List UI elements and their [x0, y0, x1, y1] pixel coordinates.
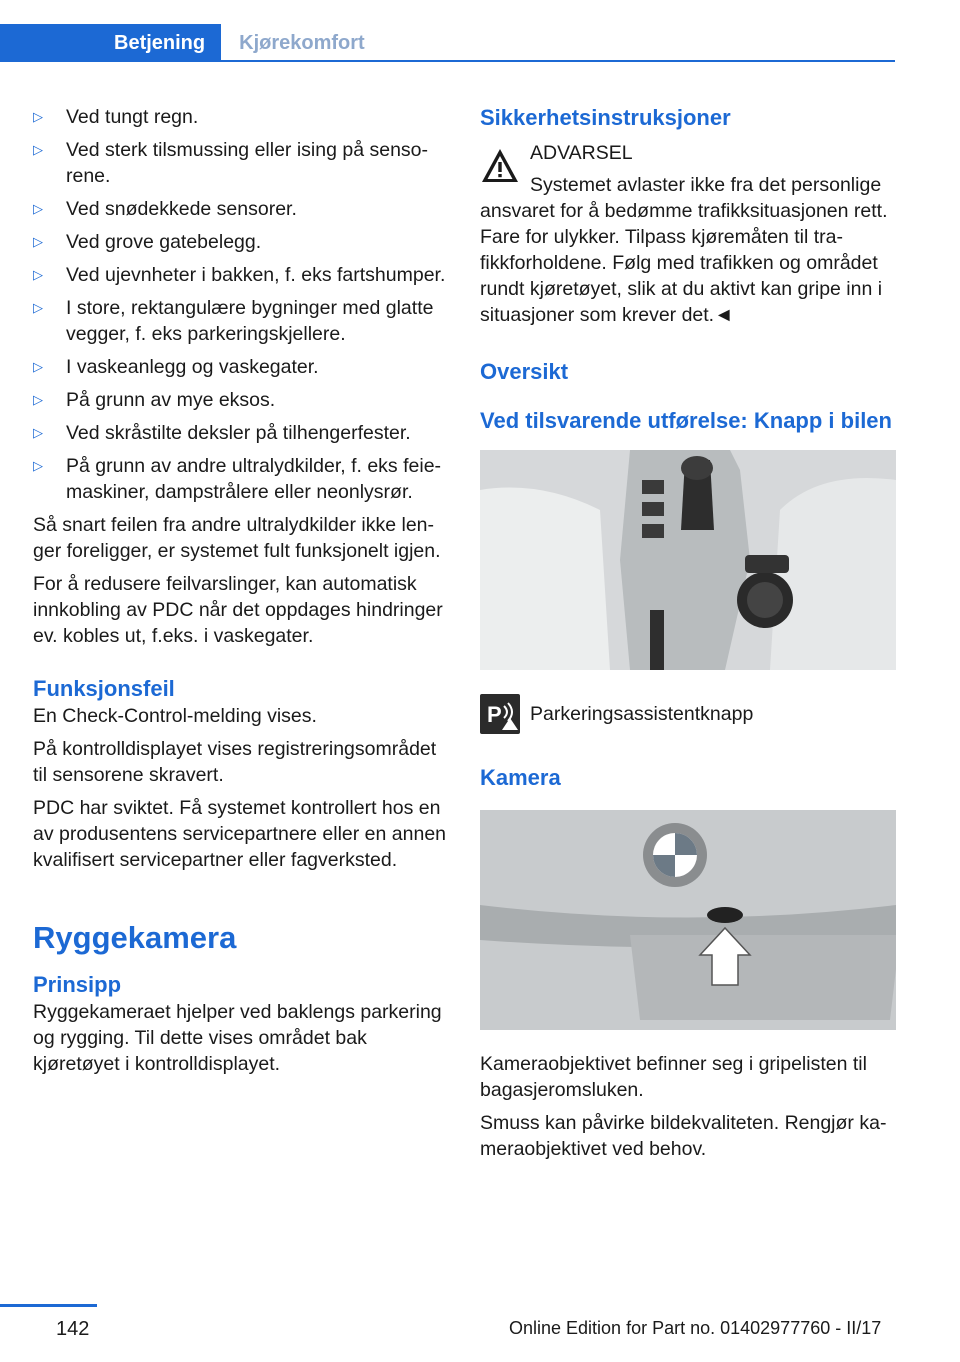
warning-first-line: Systemet avlaster ikke fra det personlige — [530, 174, 882, 196]
paragraph-camera-cleaning: Smuss kan påvirke bildekvaliteten. Rengjør kameraobjektivet ved behov. — [480, 1112, 887, 1160]
paragraph-check-control: En Check-Control-melding vises. — [33, 705, 317, 727]
warning-title: ADVARSEL — [530, 142, 633, 164]
warning-head — [530, 140, 881, 198]
paragraph-camera-location: Kameraobjektivet befinner seg i gripelisten til bagasjeromsluken. — [480, 1053, 867, 1101]
parking-assist-button-icon — [480, 694, 520, 734]
list-item: ▷ Ved tungt regn. — [33, 106, 199, 128]
paragraph-sensor-display: På kontrolldisplayet vises registreringsområdet til sensorene skravert. — [33, 738, 437, 786]
list-item: ▷ På grunn av andre ultralydkilder, f. eks feiemaskiner, dampstrålere eller neonlysrør. — [33, 455, 442, 503]
list-item: ▷ Ved sterk tilsmussing eller ising på sensorene. — [33, 139, 429, 187]
footer-divider — [0, 1304, 97, 1307]
heading-kamera: Kamera — [480, 765, 561, 790]
triangle-bullet-icon: ▷ — [33, 109, 43, 124]
triangle-bullet-icon: ▷ — [33, 392, 43, 407]
list-item: ▷ Ved skråstilte deksler på tilhengerfester. — [33, 422, 411, 444]
paragraph-principle: Ryggekameraet hjelper ved baklengs parkering og rygging. Til dette vises området bak kjøretøyet i kontrolldisplayet. — [33, 1001, 442, 1075]
triangle-bullet-icon: ▷ — [33, 201, 43, 216]
left-column — [33, 104, 449, 1084]
heading-prinsipp: Prinsipp — [33, 972, 122, 997]
warning-block — [480, 140, 896, 198]
edition-footer: Online Edition for Part no. 01402977760 - II/17 — [509, 1318, 882, 1338]
triangle-bullet-icon: ▷ — [33, 234, 43, 249]
tab-betjening[interactable]: Betjening — [0, 24, 221, 62]
triangle-bullet-icon: ▷ — [33, 142, 43, 157]
heading-variant: Ved tilsvarende utførelse: Knapp i bilen — [480, 408, 892, 433]
list-item: ▷ I store, rektangulære bygninger med glatte vegger, f. eks parkeringskjellere. — [33, 297, 434, 345]
list-item: ▷ I vaskeanlegg og vaskegater. — [33, 356, 319, 378]
header-tabs — [0, 24, 383, 62]
warning-triangle-icon — [480, 146, 520, 186]
caption-text: Parkeringsassistentknapp — [530, 703, 754, 725]
heading-funksjonsfeil: Funksjonsfeil — [33, 676, 175, 701]
list-item: ▷ Ved ujevnheter i bakken, f. eks fartshumper. — [33, 264, 446, 286]
heading-ryggekamera: Ryggekamera — [33, 920, 237, 955]
warning-text: ansvaret for å bedømme trafikksituasjonen rett. Fare for ulykker. Tilpass kjøremåten til trafikkforholdene. Følg med trafikken og området rundt kjøretøyet, slik at du aktivt kan gripe inn i situasjoner som krever det.◄ — [480, 200, 888, 326]
triangle-bullet-icon: ▷ — [33, 267, 43, 282]
triangle-bullet-icon: ▷ — [33, 359, 43, 374]
triangle-bullet-icon: ▷ — [33, 300, 43, 315]
list-item: ▷ Ved snødekkede sensorer. — [33, 198, 297, 220]
triangle-bullet-icon: ▷ — [33, 425, 43, 440]
tab-kjorekomfort[interactable]: Kjørekomfort — [239, 32, 365, 54]
limitations-list — [33, 104, 449, 505]
list-item: ▷ Ved grove gatebelegg. — [33, 231, 262, 253]
heading-oversikt: Oversikt — [480, 359, 569, 384]
list-item: ▷ På grunn av mye eksos. — [33, 389, 276, 411]
triangle-bullet-icon: ▷ — [33, 458, 43, 473]
paragraph-pdc-failed: PDC har sviktet. Få systemet kontrollert hos en av produsentens servicepartnere eller en annen kvalifisert servicepartner eller fagverksted. — [33, 797, 447, 871]
header-divider — [0, 60, 895, 62]
paragraph-fault-cleared: Så snart feilen fra andre ultralydkilder ikke lenger foreligger, er systemet fult funksjonelt igjen. — [33, 514, 441, 562]
caption-button — [480, 694, 896, 734]
paragraph-auto-activation: For å redusere feilvarslinger, kan automatisk innkobling av PDC når det oppdages hindringer ev. kobles ut, f.eks. i vaskegater. — [33, 573, 443, 647]
rear-camera-photo — [480, 810, 896, 1030]
svg-text:P: P — [487, 702, 502, 727]
heading-sikkerhetsinstruksjoner: Sikkerhetsinstruksjoner — [480, 105, 731, 130]
right-column — [480, 104, 896, 1169]
center-console-photo — [480, 450, 896, 670]
page-number: 142 — [56, 1318, 90, 1340]
